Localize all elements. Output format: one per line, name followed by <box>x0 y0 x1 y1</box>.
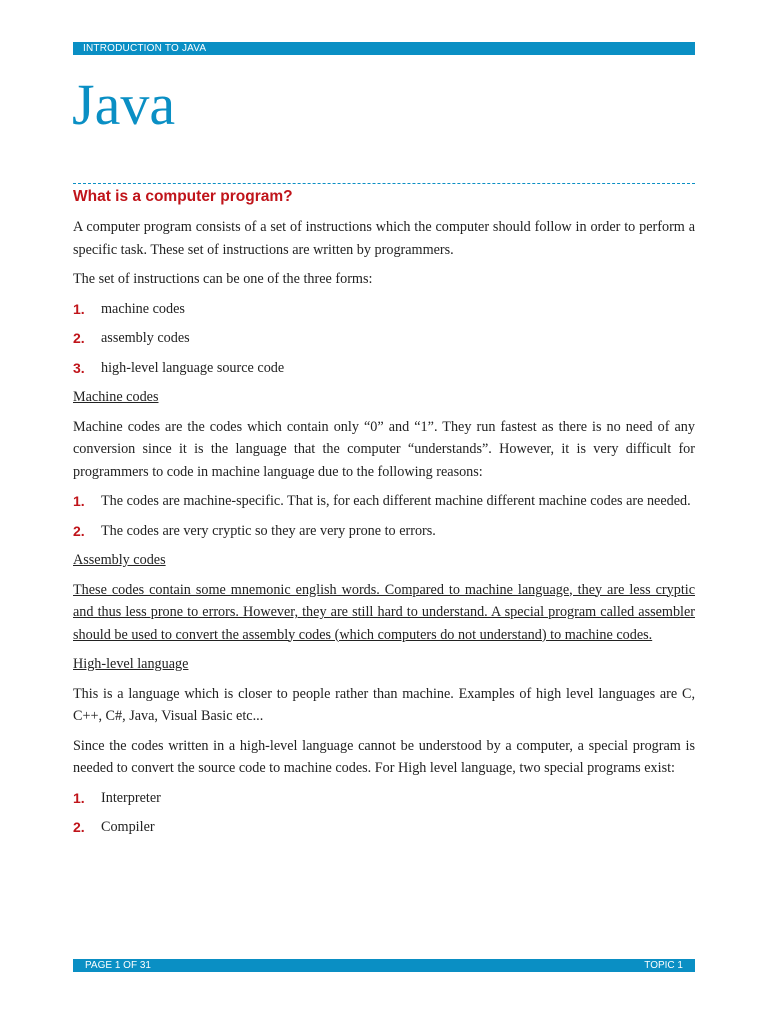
list-text: The codes are very cryptic so they are very prone to errors. <box>101 522 436 539</box>
section-heading: What is a computer program? <box>73 188 293 205</box>
high-level-language-heading: High-level language <box>73 656 189 672</box>
list-item <box>73 520 695 543</box>
list-item <box>73 298 695 321</box>
list-number: 2. <box>73 522 85 539</box>
forms-list <box>73 298 695 380</box>
high-level-paragraph-2: Since the codes written in a high-level language cannot be understood by a computer, a special program is needed to convert the source code to machine codes. For High level language, two special programs exist: <box>73 737 695 776</box>
topic-label: TOPIC 1 <box>644 960 683 971</box>
programs-list <box>73 787 695 839</box>
list-number: 3. <box>73 359 85 376</box>
list-number: 2. <box>73 819 85 835</box>
list-text: assembly codes <box>101 330 190 346</box>
list-item <box>73 357 695 380</box>
intro-paragraph-2: The set of instructions can be one of the three forms: <box>73 271 373 287</box>
list-number: 1. <box>73 493 85 509</box>
list-item <box>73 490 695 513</box>
list-text: Interpreter <box>101 789 161 806</box>
list-number: 1. <box>73 300 85 317</box>
list-item <box>73 327 695 350</box>
list-text: Compiler <box>101 819 155 835</box>
header-label: INTRODUCTION TO JAVA <box>83 43 207 54</box>
list-number: 2. <box>73 330 85 346</box>
list-text: The codes are machine-specific. That is, for each different machine different machine codes are needed. <box>101 493 691 509</box>
list-item <box>73 787 695 810</box>
machine-codes-paragraph: Machine codes are the codes which contain only “0” and “1”. They run fastest as there is no need of any conversion since it is the language that the computer “understands”. However, it is very difficult for programmers to code in machine language due to the following reasons: <box>73 418 695 480</box>
assembly-codes-paragraph: These codes contain some mnemonic english words. Compared to machine language, they are less cryptic and thus less prone to errors. However, they are still hard to understand. A special program called assembler should be used to convert the assembly codes (which computers do not understand) to machine codes. <box>73 581 695 643</box>
reasons-list <box>73 490 695 542</box>
list-text: machine codes <box>101 300 185 317</box>
assembly-codes-heading: Assembly codes <box>73 552 166 568</box>
dashed-divider <box>73 183 695 184</box>
document-body <box>73 186 695 846</box>
page-number: PAGE 1 OF 31 <box>85 960 151 971</box>
list-text: high-level language source code <box>101 359 285 376</box>
list-number: 1. <box>73 789 85 806</box>
page-title: Java <box>72 72 176 137</box>
intro-paragraph-1: A computer program consists of a set of instructions which the computer should follow in order to perform a specific task. These set of instructions are written by programmers. <box>73 219 695 258</box>
list-item <box>73 816 695 839</box>
high-level-paragraph-1: This is a language which is closer to people rather than machine. Examples of high level languages are C, C++, C#, Java, Visual Basic etc... <box>73 685 695 724</box>
footer-band <box>73 959 695 972</box>
header-band <box>73 42 695 55</box>
machine-codes-heading: Machine codes <box>73 389 159 405</box>
